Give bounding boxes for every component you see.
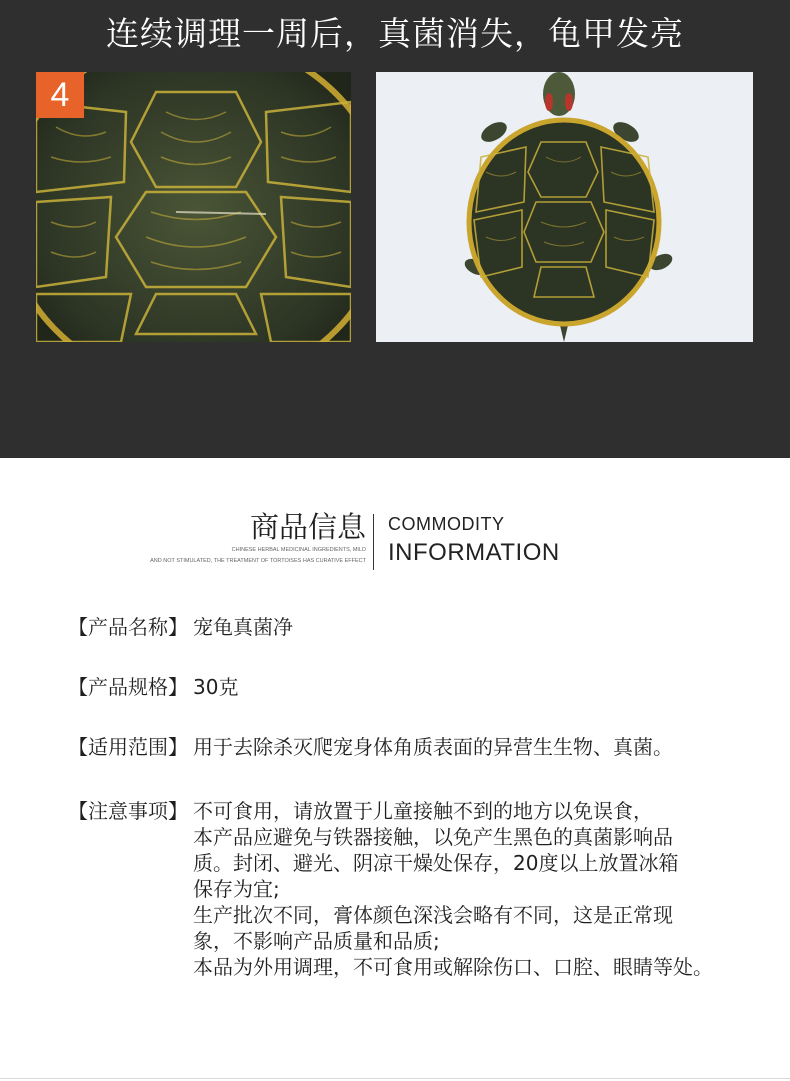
step-number-badge: 4	[36, 72, 84, 118]
commodity-information-heading	[0, 508, 790, 578]
notes-line: 保存为宜;	[193, 877, 280, 901]
product-spec-value: 30克	[193, 675, 239, 699]
product-notes-label: 【注意事项】	[68, 799, 188, 823]
notes-line: 不可食用，请放置于儿童接触不到的地方以免误食，	[193, 799, 653, 823]
product-notes-text	[193, 798, 713, 980]
notes-line: 象，不影响产品质量和品质;	[193, 929, 440, 953]
notes-line: 生产批次不同，膏体颜色深浅会略有不同，这是正常现	[193, 903, 673, 927]
product-name-label: 【产品名称】	[68, 615, 188, 639]
heading-title-en-line1: COMMODITY	[388, 514, 505, 534]
banner-headline: 连续调理一周后，真菌消失，龟甲发亮	[106, 14, 684, 53]
heading-subtitle-line2: AND NOT STIMULATED, THE TREATMENT OF TORTOISES HAS CURATIVE EFFECT	[150, 558, 366, 564]
product-name-value: 宠龟真菌净	[193, 615, 293, 639]
notes-line: 本产品应避免与铁器接触，以免产生黑色的真菌影响品	[193, 825, 673, 849]
notes-line: 本品为外用调理，不可食用或解除伤口、口腔、眼睛等处。	[193, 955, 713, 979]
product-spec-label: 【产品规格】	[68, 675, 188, 699]
turtle-top-view-illustration	[376, 72, 753, 342]
product-range-label: 【适用范围】	[68, 735, 188, 759]
turtle-full-body-image	[376, 72, 753, 342]
bottom-divider	[0, 1078, 790, 1079]
heading-subtitle-line1: CHINESE HERBAL MEDICINAL INGREDIENTS, MILD	[231, 547, 366, 553]
notes-line: 质。封闭、避光、阴凉干燥处保存，20度以上放置冰箱	[193, 851, 679, 875]
heading-title-cn: 商品信息	[249, 510, 366, 544]
product-range-value: 用于去除杀灭爬宠身体角质表面的异营生生物、真菌。	[193, 735, 673, 759]
heading-divider	[373, 514, 374, 570]
heading-title-en-line2: INFORMATION	[388, 539, 560, 566]
